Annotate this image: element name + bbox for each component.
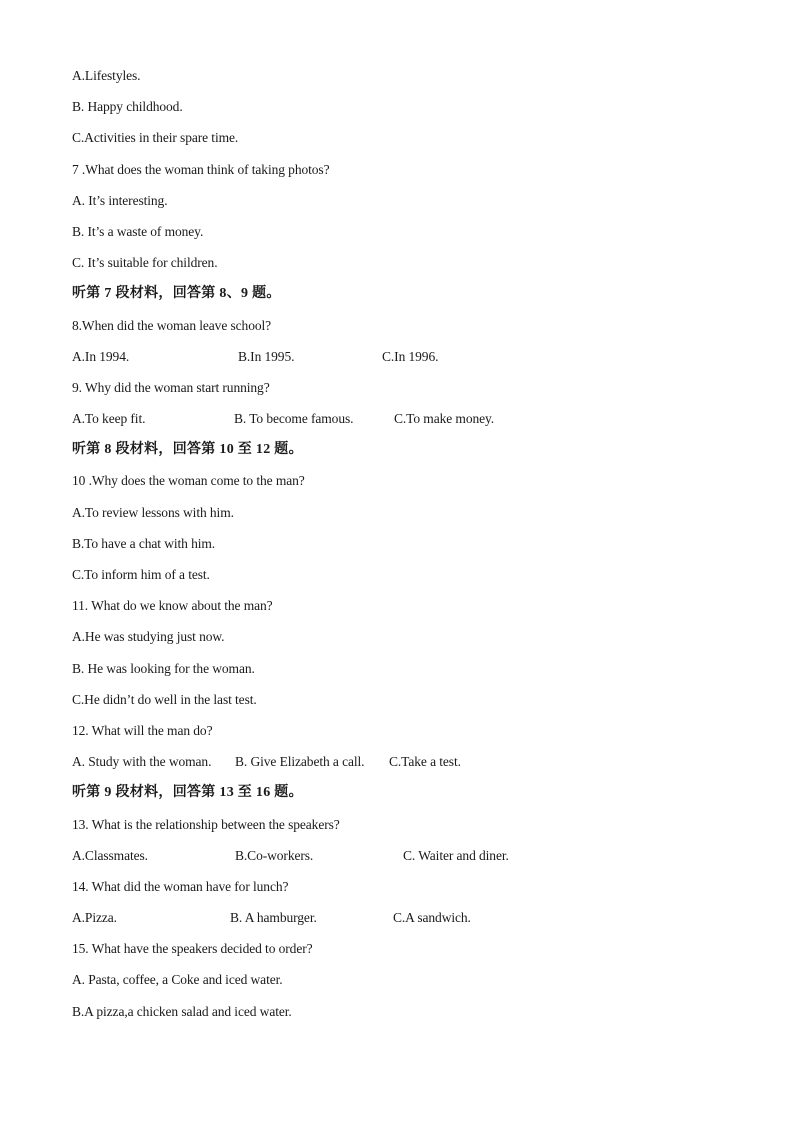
section-heading: 听第 7 段材料，回答第 8、9 题。 (72, 286, 281, 302)
question-12: 12. What will the man do? (72, 722, 213, 738)
answer-option: A. Pasta, coffee, a Coke and iced water. (72, 972, 283, 988)
question-13: 13. What is the relationship between the speakers? (72, 816, 340, 832)
answer-option: B. It’s a waste of money. (72, 223, 204, 239)
question-15: 15. What have the speakers decided to order? (72, 941, 313, 957)
answer-option: A.To review lessons with him. (72, 504, 234, 520)
answer-option: A.He was studying just now. (72, 629, 225, 645)
answer-option-b: B.Co-workers. (235, 847, 314, 863)
answer-option-c: C.In 1996. (382, 348, 439, 364)
answer-option: A.Lifestyles. (72, 68, 141, 83)
answer-option-c: C.A sandwich. (393, 910, 471, 926)
answer-option: A. It’s interesting. (72, 192, 168, 208)
section-heading: 听第 9 段材料，回答第 13 至 16 题。 (72, 785, 303, 801)
answer-option-c: C. Waiter and diner. (403, 847, 509, 863)
answer-option-b: B.In 1995. (238, 348, 295, 364)
answer-option-c: C.Take a test. (389, 754, 461, 770)
answer-options-row (72, 409, 732, 440)
answer-option: C.To inform him of a test. (72, 567, 210, 582)
question-7: 7 .What does the woman think of taking photos? (72, 161, 330, 177)
answer-option-b: B. Give Elizabeth a call. (235, 754, 365, 770)
answer-option: B.To have a chat with him. (72, 535, 216, 551)
answer-option-a: A.To keep fit. (72, 411, 146, 427)
answer-option-a: A. Study with the woman. (72, 754, 212, 770)
question-14: 14. What did the woman have for lunch? (72, 878, 289, 894)
answer-option-b: B. A hamburger. (230, 910, 317, 926)
answer-option-b: B. To become famous. (234, 411, 354, 427)
exam-page (72, 66, 732, 1033)
answer-option-a: A.Classmates. (72, 847, 148, 863)
answer-option-a: A.Pizza. (72, 910, 117, 926)
answer-option: B. Happy childhood. (72, 99, 183, 115)
answer-option: C.He didn’t do well in the last test. (72, 691, 257, 707)
question-9: 9. Why did the woman start running? (72, 379, 270, 395)
question-11: 11. What do we know about the man? (72, 598, 273, 614)
answer-option: B. He was looking for the woman. (72, 660, 255, 676)
answer-option-a: A.In 1994. (72, 348, 130, 364)
question-8: 8.When did the woman leave school? (72, 317, 272, 333)
answer-options-row (72, 752, 732, 783)
answer-option-c: C.To make money. (394, 411, 495, 427)
answer-option: B.A pizza,a chicken salad and iced water. (72, 1003, 292, 1019)
section-heading: 听第 8 段材料，回答第 10 至 12 题。 (72, 442, 303, 458)
answer-option: C. It’s suitable for children. (72, 255, 218, 271)
answer-options-row (72, 908, 732, 939)
answer-options-row (72, 846, 732, 877)
answer-options-row (72, 347, 732, 378)
answer-option: C.Activities in their spare time. (72, 130, 239, 146)
question-10: 10 .Why does the woman come to the man? (72, 473, 305, 489)
